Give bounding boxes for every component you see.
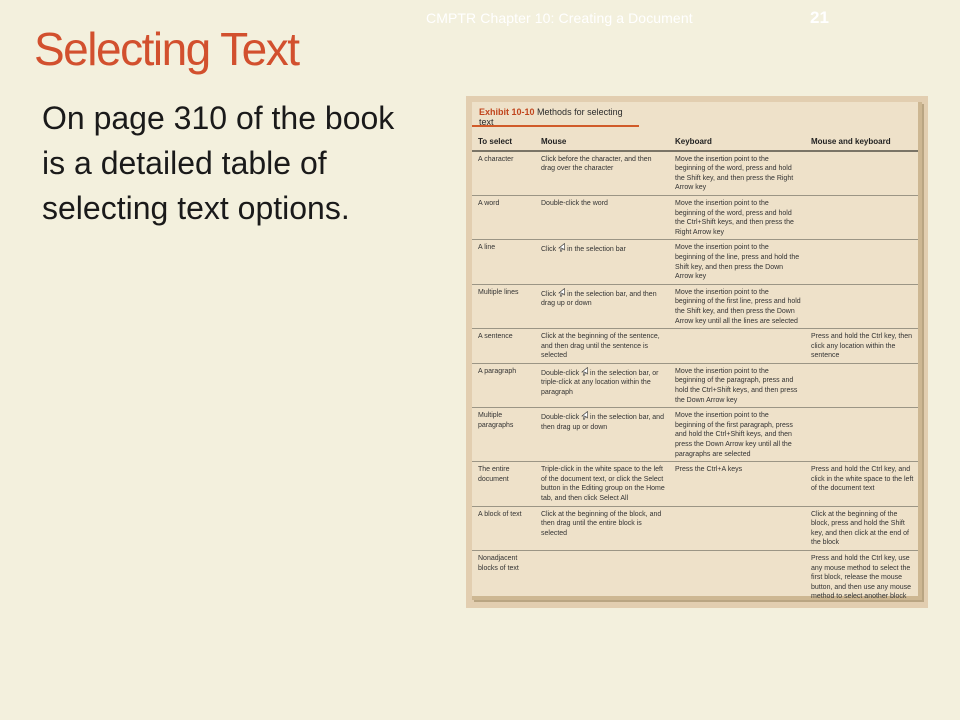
cell-keyboard (669, 506, 805, 550)
footer-text: CMPTR Chapter 10: Creating a Document (426, 10, 693, 26)
cell-select: Multiple lines (472, 284, 535, 328)
cell-mouse-keyboard: Press and hold the Ctrl key, use any mouse method to select the first block, release the mouse button, and then use any mouse method to select another block (811, 554, 912, 601)
cell-mouse: Click at the beginning of the block, and then drag until the entire block is selected (535, 506, 669, 550)
cell-mouse-keyboard: Click at the beginning of the block, press and hold the Shift key, and then click at the end of the block (805, 506, 918, 550)
cell-mouse-keyboard: Press and hold the Ctrl key, then click any location within the sentence (805, 329, 918, 364)
cell-keyboard (669, 550, 805, 603)
cell-mouse-keyboard (805, 363, 918, 407)
cell-mouse-suffix: in the selection bar, and then drag up or down (541, 414, 664, 431)
table-row (472, 284, 918, 328)
header-to-select: To select (472, 129, 535, 151)
cell-select: A line (472, 240, 535, 284)
cell-keyboard: Move the insertion point to the beginning of the paragraph, press and hold the Ctrl+Shift keys, and then press the Down Arrow key (669, 363, 805, 407)
table-header-row (472, 129, 918, 151)
selection-cursor-icon (581, 367, 588, 376)
cell-keyboard: Move the insertion point to the beginning of the first line, press and hold the Shift key, and then press the Down Arrow key until all the lines are selected (669, 284, 805, 328)
cell-mouse: Click at the beginning of the sentence, and then drag until the sentence is selected (535, 329, 669, 364)
cell-mouse-suffix: in the selection bar, or triple-click at any location within the paragraph (541, 369, 659, 397)
cell-mouse-prefix: Click (541, 246, 557, 254)
selection-methods-table (472, 129, 918, 604)
table-row (472, 408, 918, 462)
exhibit-label: Exhibit 10-10 (479, 107, 535, 117)
exhibit-image (466, 96, 928, 608)
cell-select: A block of text (472, 506, 535, 550)
body-text: On page 310 of the book is a detailed table of selecting text options. (42, 100, 395, 226)
table-row (472, 363, 918, 407)
cell-mouse-keyboard (805, 240, 918, 284)
cell-keyboard: Move the insertion point to the beginning of the first paragraph, press and hold the Ctrl+Shift keys, and then press the Down Arrow key until all the paragraphs are selected (669, 408, 805, 462)
header-mouse: Mouse (535, 129, 669, 151)
table-row (472, 151, 918, 196)
header-keyboard: Keyboard (669, 129, 805, 151)
cell-select: A character (472, 151, 535, 196)
cell-mouse-prefix: Double-click (541, 369, 580, 377)
exhibit-caption: Methods for selecting text (479, 107, 623, 127)
cell-mouse: Click before the character, and then drag over the character (535, 151, 669, 196)
selection-cursor-icon (558, 243, 565, 252)
cell-select: The entire document (472, 462, 535, 506)
exhibit-panel (472, 102, 922, 600)
header-mouse-and-keyboard: Mouse and keyboard (805, 129, 918, 151)
table-row (472, 550, 918, 603)
selection-cursor-icon (558, 288, 565, 297)
slide-title: Selecting Text (34, 23, 299, 75)
cell-mouse-prefix: Double-click (541, 414, 580, 422)
selection-cursor-icon (581, 411, 588, 420)
cell-mouse (535, 363, 669, 407)
cell-select: Multiple paragraphs (472, 408, 535, 462)
cell-mouse-keyboard (805, 284, 918, 328)
cell-select: Nonadjacent blocks of text (478, 554, 519, 572)
slide-number: 21 (810, 8, 829, 27)
cell-keyboard: Move the insertion point to the beginning of the line, press and hold the Shift key, and then press the Down Arrow key (669, 240, 805, 284)
cell-mouse (535, 408, 669, 462)
cell-keyboard: Press the Ctrl+A keys (669, 462, 805, 506)
table-row (472, 462, 918, 506)
table-row (472, 506, 918, 550)
cell-keyboard: Move the insertion point to the beginning of the word, press and hold the Ctrl+Shift keys, and then press the Right Arrow key (669, 195, 805, 239)
cell-select: A sentence (472, 329, 535, 364)
cell-mouse-keyboard: Press and hold the Ctrl key, and click in the white space to the left of the document text (805, 462, 918, 506)
cell-mouse: Double-click the word (535, 195, 669, 239)
cell-mouse-prefix: Click (541, 290, 557, 298)
cell-mouse: Triple-click in the white space to the left of the document text, or click the Select button in the Editing group on the Home tab, and then click Select All (535, 462, 669, 506)
cell-keyboard (669, 329, 805, 364)
table-row (472, 195, 918, 239)
cell-select: A paragraph (472, 363, 535, 407)
table-row (472, 240, 918, 284)
cell-mouse-keyboard (805, 408, 918, 462)
cell-mouse-suffix: in the selection bar (567, 246, 626, 254)
table-row (472, 329, 918, 364)
cell-keyboard: Move the insertion point to the beginning of the word, press and hold the Shift key, and then press the Right Arrow key (669, 151, 805, 196)
cell-mouse-keyboard (805, 195, 918, 239)
cell-mouse-suffix: in the selection bar, and then drag up or down (541, 290, 657, 308)
cell-mouse (535, 240, 669, 284)
cell-select: A word (472, 195, 535, 239)
exhibit-title (472, 102, 639, 127)
cell-mouse (535, 550, 669, 603)
cell-mouse (535, 284, 669, 328)
cell-mouse-keyboard (805, 151, 918, 196)
